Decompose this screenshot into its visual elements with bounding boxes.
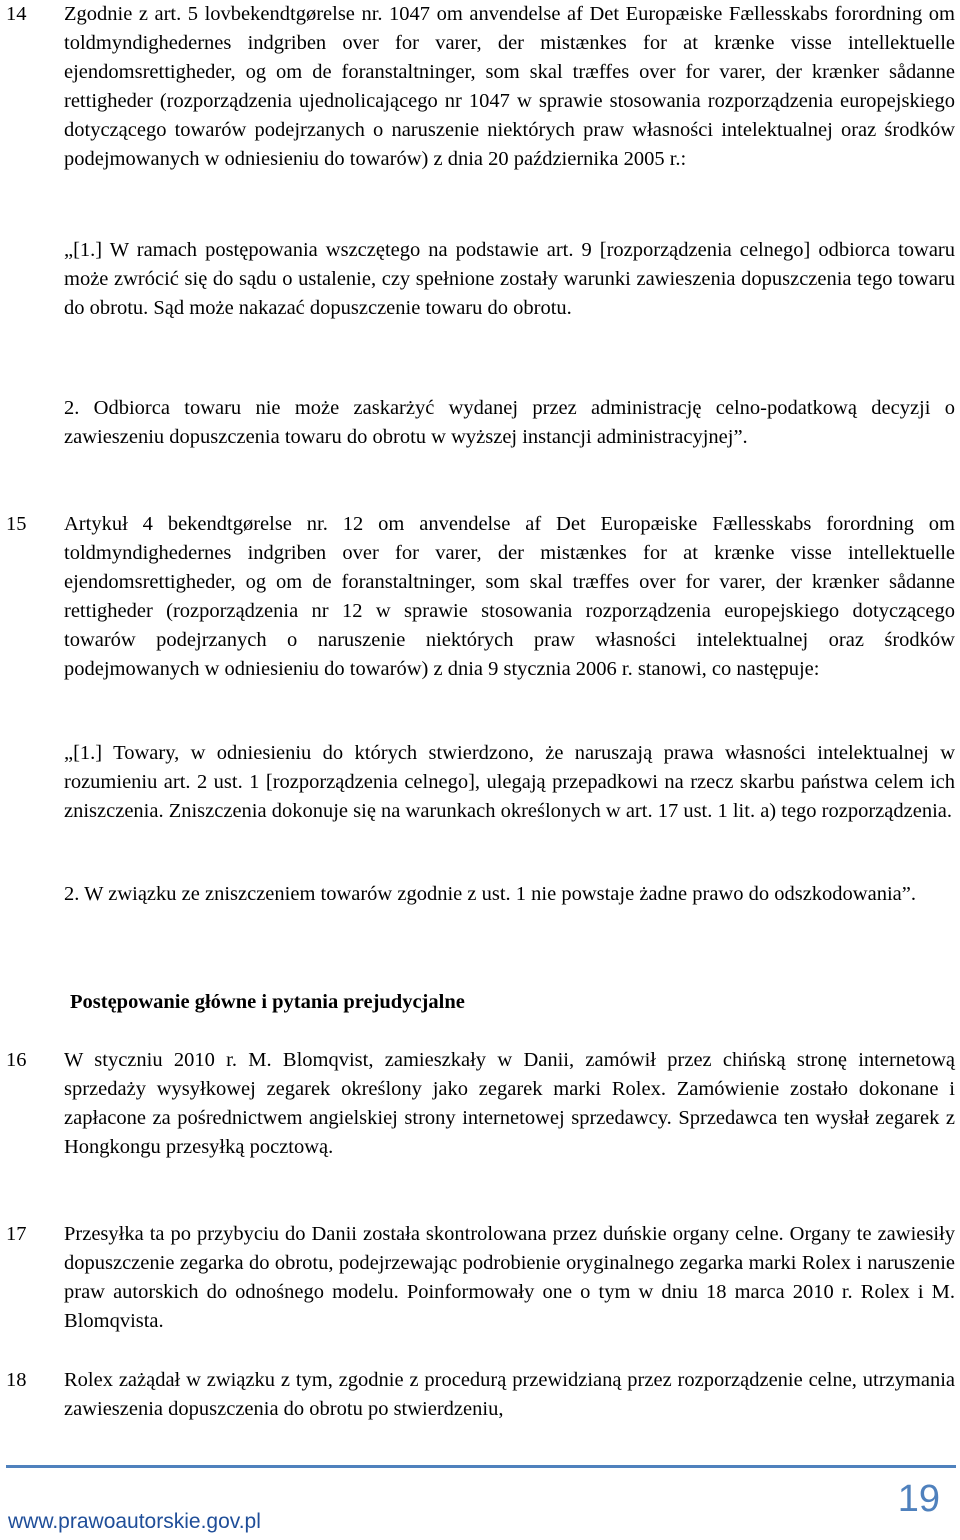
paragraph-18 <box>0 1366 960 1424</box>
page-number: 19 <box>897 1478 940 1520</box>
paragraph-text: Rolex zażądał w związku z tym, zgodnie z procedurą przewidzianą przez rozporządzenie celne, utrzymania zawieszenia dopuszczenia do obrotu po stwierdzeniu, <box>64 1369 955 1420</box>
quote-paragraph: „[1.] W ramach postępowania wszczętego na podstawie art. 9 [rozporządzenia celnego] odbiorca towaru może zwrócić się do sądu o ustalenie, czy spełnione zostały warunki zawieszenia dopuszczenia tego towaru do obrotu. Sąd może nakazać dopuszczenie towaru do obrotu. <box>64 239 955 319</box>
paragraph-number: 17 <box>6 1223 27 1245</box>
paragraph-15 <box>0 510 960 684</box>
paragraph-14 <box>0 0 960 174</box>
paragraph-number: 14 <box>6 3 27 25</box>
quote-paragraph: 2. W związku ze zniszczeniem towarów zgodnie z ust. 1 nie powstaje żadne prawo do odszkodowania”. <box>64 883 916 905</box>
paragraph-17 <box>0 1220 960 1336</box>
paragraph-text: W styczniu 2010 r. M. Blomqvist, zamieszkały w Danii, zamówił przez chińską stronę internetową sprzedaży wysyłkowej zegarek określony jako zegarek marki Rolex. Zamówienie zostało dokonane i zapłacone za pośrednictwem angielskiej strony internetowej sprzedawcy. Sprzedawca ten wysłał zegarek z Hongkongu przesyłką pocztową. <box>64 1049 955 1158</box>
quote-paragraph: 2. Odbiorca towaru nie może zaskarżyć wydanej przez administrację celno-podatkową decyzji o zawieszeniu dopuszczenia towaru do obrotu w wyższej instancji administracyjnej”. <box>64 397 955 448</box>
footer-divider <box>6 1465 956 1468</box>
paragraph-text: Artykuł 4 bekendtgørelse nr. 12 om anvendelse af Det Europæiske Fællesskabs forordning om toldmyndighedernes indgriben over for varer, der mistænkes for at krænke visse intellektuelle ejendomsrettigheder, og om de foranstaltninger, som skal træffes over for varer, der krænker sådanne rettigheder (rozporządzenia nr 12 w sprawie stosowania rozporządzenia europejskiego dotyczącego towarów podejrzanych o naruszenie niektórych praw własności intelektualnej oraz środków podejmowanych w odniesieniu do towarów) z dnia 9 stycznia 2006 r. stanowi, co następuje: <box>64 513 955 680</box>
paragraph-16 <box>0 1046 960 1162</box>
paragraph-number: 16 <box>6 1049 27 1071</box>
paragraph-number: 15 <box>6 513 27 535</box>
paragraph-text: Przesyłka ta po przybyciu do Danii została skontrolowana przez duńskie organy celne. Organy te zawiesiły dopuszczenie zegarka do obrotu, podejrzewając podrobienie oryginalnego zegarka marki Rolex i naruszenie praw autorskich do odnośnego modelu. Poinformowały one o tym w dniu 18 marca 2010 r. Rolex i M. Blomqvista. <box>64 1223 955 1332</box>
quote-paragraph: „[1.] Towary, w odniesieniu do których stwierdzono, że naruszają prawa własności intelektualnej w rozumieniu art. 2 ust. 1 [rozporządzenia celnego], ulegają przepadkowi na rzecz skarbu państwa celem ich zniszczenia. Zniszczenia dokonuje się na warunkach określonych w art. 17 ust. 1 lit. a) tego rozporządzenia. <box>64 742 955 822</box>
footer-url: www.prawoautorskie.gov.pl <box>8 1510 261 1533</box>
paragraph-text: Zgodnie z art. 5 lovbekendtgørelse nr. 1047 om anvendelse af Det Europæiske Fællesskabs forordning om toldmyndighedernes indgriben over for varer, der mistænkes for at krænke visse intellektuelle ejendomsrettigheder, og om de foranstaltninger, som skal træffes over for varer, der krænker sådanne rettigheder (rozporządzenia ujednolicającego nr 1047 w sprawie stosowania rozporządzenia europejskiego dotyczącego towarów podejrzanych o naruszenie niektórych praw własności intelektualnej oraz środków podejmowanych w odniesieniu do towarów) z dnia 20 października 2005 r.: <box>64 3 955 170</box>
paragraph-number: 18 <box>6 1369 27 1391</box>
section-heading: Postępowanie główne i pytania prejudycjalne <box>70 991 465 1013</box>
